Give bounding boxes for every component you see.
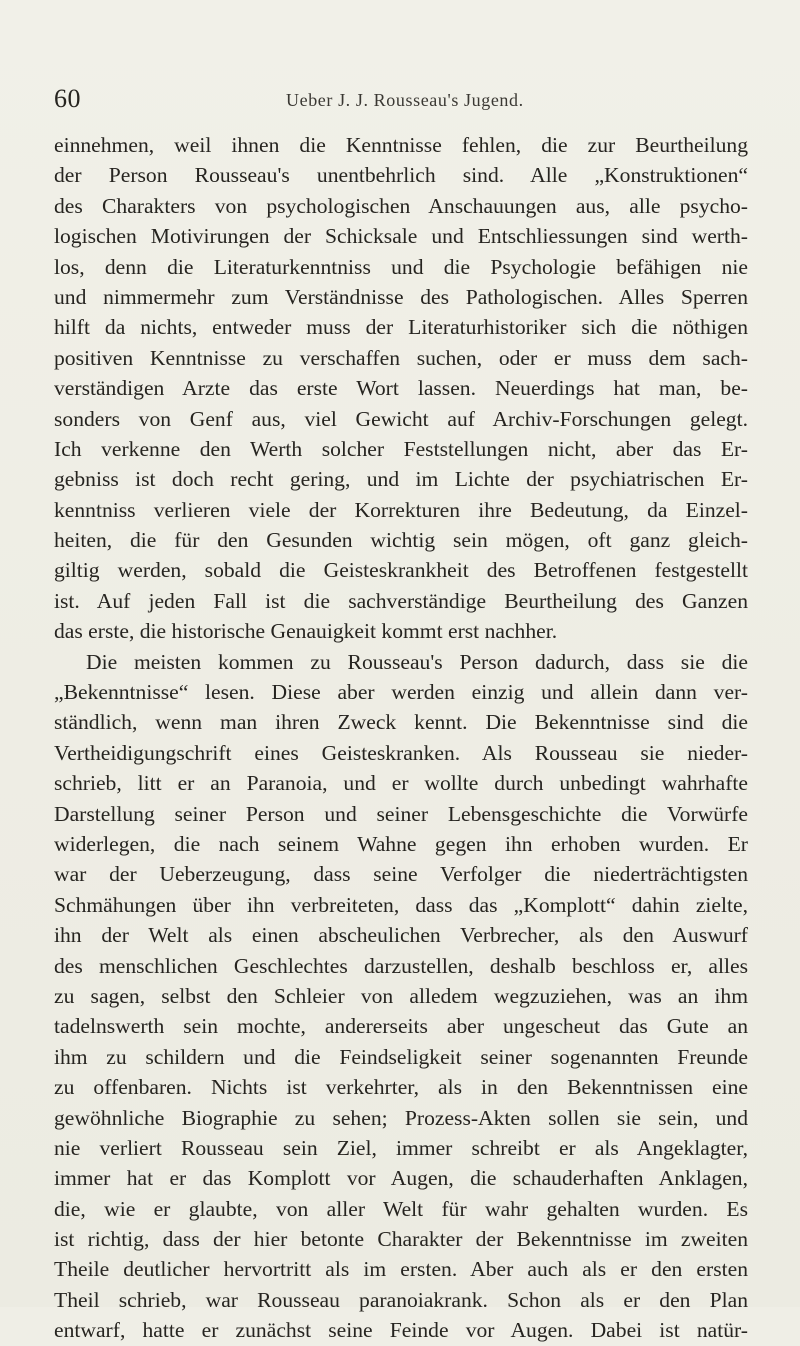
text-line: entwarf, hatte er zunächst seine Feinde vor Augen. Dabei ist natür- <box>54 1318 748 1343</box>
text-line: logischen Motivirungen der Schicksale und Entschliessungen sind werth- <box>54 224 748 249</box>
text-line: hilft da nichts, entweder muss der Literaturhistoriker sich die nöthigen <box>54 315 748 340</box>
text-line: ihm zu schildern und die Feindseligkeit seiner sogenannten Freunde <box>54 1044 748 1069</box>
text-line: ihn der Welt als einen abscheulichen Verbrecher, als den Auswurf <box>54 923 748 948</box>
body-text <box>54 130 748 1346</box>
text-line: gewöhnliche Biographie zu sehen; Prozess-Akten sollen sie sein, und <box>54 1105 748 1130</box>
text-line: einnehmen, weil ihnen die Kenntnisse fehlen, die zur Beurtheilung <box>54 133 748 157</box>
text-line: des Charakters von psychologischen Anschauungen aus, alle psycho- <box>54 193 748 218</box>
text-line: los, denn die Literaturkenntniss und die Psychologie befähigen nie <box>54 254 748 279</box>
text-line: die, wie er glaubte, von aller Welt für wahr gehalten wurden. Es <box>54 1196 748 1221</box>
text-line: „Bekenntnisse“ lesen. Diese aber werden einzig und allein dann ver- <box>54 680 748 705</box>
text-line: und nimmermehr zum Verständnisse des Pathologischen. Alles Sperren <box>54 284 748 309</box>
text-line: Theil schrieb, war Rousseau paranoiakrank. Schon als er den Plan <box>54 1287 748 1312</box>
text-line: Theile deutlicher hervortritt als im ersten. Aber auch als er den ersten <box>54 1257 748 1282</box>
paragraph-1 <box>54 130 748 647</box>
text-line: verständigen Arzte das erste Wort lassen. Neuerdings hat man, be- <box>54 376 748 401</box>
text-line: das erste, die historische Genauigkeit kommt erst nachher. <box>54 619 558 644</box>
text-line: ist richtig, dass der hier betonte Charakter der Bekenntnisse im zweiten <box>54 1227 748 1252</box>
text-line: heiten, die für den Gesunden wichtig sein mögen, oft ganz gleich- <box>54 528 748 553</box>
running-head: Ueber J. J. Rousseau's Jugend. <box>286 90 524 110</box>
text-line: tadelnswerth sein mochte, andererseits aber ungescheut das Gute an <box>54 1014 748 1039</box>
text-line: positiven Kenntnisse zu verschaffen suchen, oder er muss dem sach- <box>54 345 748 370</box>
paragraph-2 <box>54 647 748 1346</box>
text-line: widerlegen, die nach seinem Wahne gegen ihn erhoben wurden. Er <box>54 831 748 856</box>
text-line: gebniss ist doch recht gering, und im Lichte der psychiatrischen Er- <box>54 467 748 492</box>
text-line: giltig werden, sobald die Geisteskrankheit des Betroffenen festgestellt <box>54 558 748 583</box>
text-line: zu offenbaren. Nichts ist verkehrter, als in den Bekenntnissen eine <box>54 1075 748 1100</box>
text-line: Schmähungen über ihn verbreiteten, dass das „Komplott“ dahin zielte, <box>54 892 748 917</box>
text-line: der Person Rousseau's unentbehrlich sind. Alle „Konstruktionen“ <box>54 163 748 188</box>
text-line: schrieb, litt er an Paranoia, und er wollte durch unbedingt wahrhafte <box>54 771 748 796</box>
text-line: sonders von Genf aus, viel Gewicht auf Archiv-Forschungen gelegt. <box>54 406 748 431</box>
text-line: Darstellung seiner Person und seiner Lebensgeschichte die Vorwürfe <box>54 801 748 826</box>
page-header <box>54 84 744 114</box>
text-line: zu sagen, selbst den Schleier von alledem wegzuziehen, was an ihm <box>54 983 748 1008</box>
page-number: 60 <box>54 84 81 113</box>
text-line: kenntniss verlieren viele der Korrekturen ihre Bedeutung, da Einzel- <box>54 497 748 522</box>
text-line: nie verliert Rousseau sein Ziel, immer schreibt er als Angeklagter, <box>54 1135 748 1160</box>
text-line: immer hat er das Komplott vor Augen, die schauderhaften Anklagen, <box>54 1166 748 1191</box>
text-line: des menschlichen Geschlechtes darzustellen, deshalb beschloss er, alles <box>54 953 748 978</box>
text-line: ständlich, wenn man ihren Zweck kennt. Die Bekenntnisse sind die <box>54 710 748 735</box>
text-line: ist. Auf jeden Fall ist die sachverständige Beurtheilung des Ganzen <box>54 588 748 613</box>
text-line: Die meisten kommen zu Rousseau's Person dadurch, dass sie die <box>86 649 748 674</box>
text-line: Ich verkenne den Werth solcher Feststellungen nicht, aber das Er- <box>54 436 748 461</box>
text-line: war der Ueberzeugung, dass seine Verfolger die niederträchtigsten <box>54 862 748 887</box>
text-line: Vertheidigungschrift eines Geisteskranken. Als Rousseau sie nieder- <box>54 740 748 765</box>
